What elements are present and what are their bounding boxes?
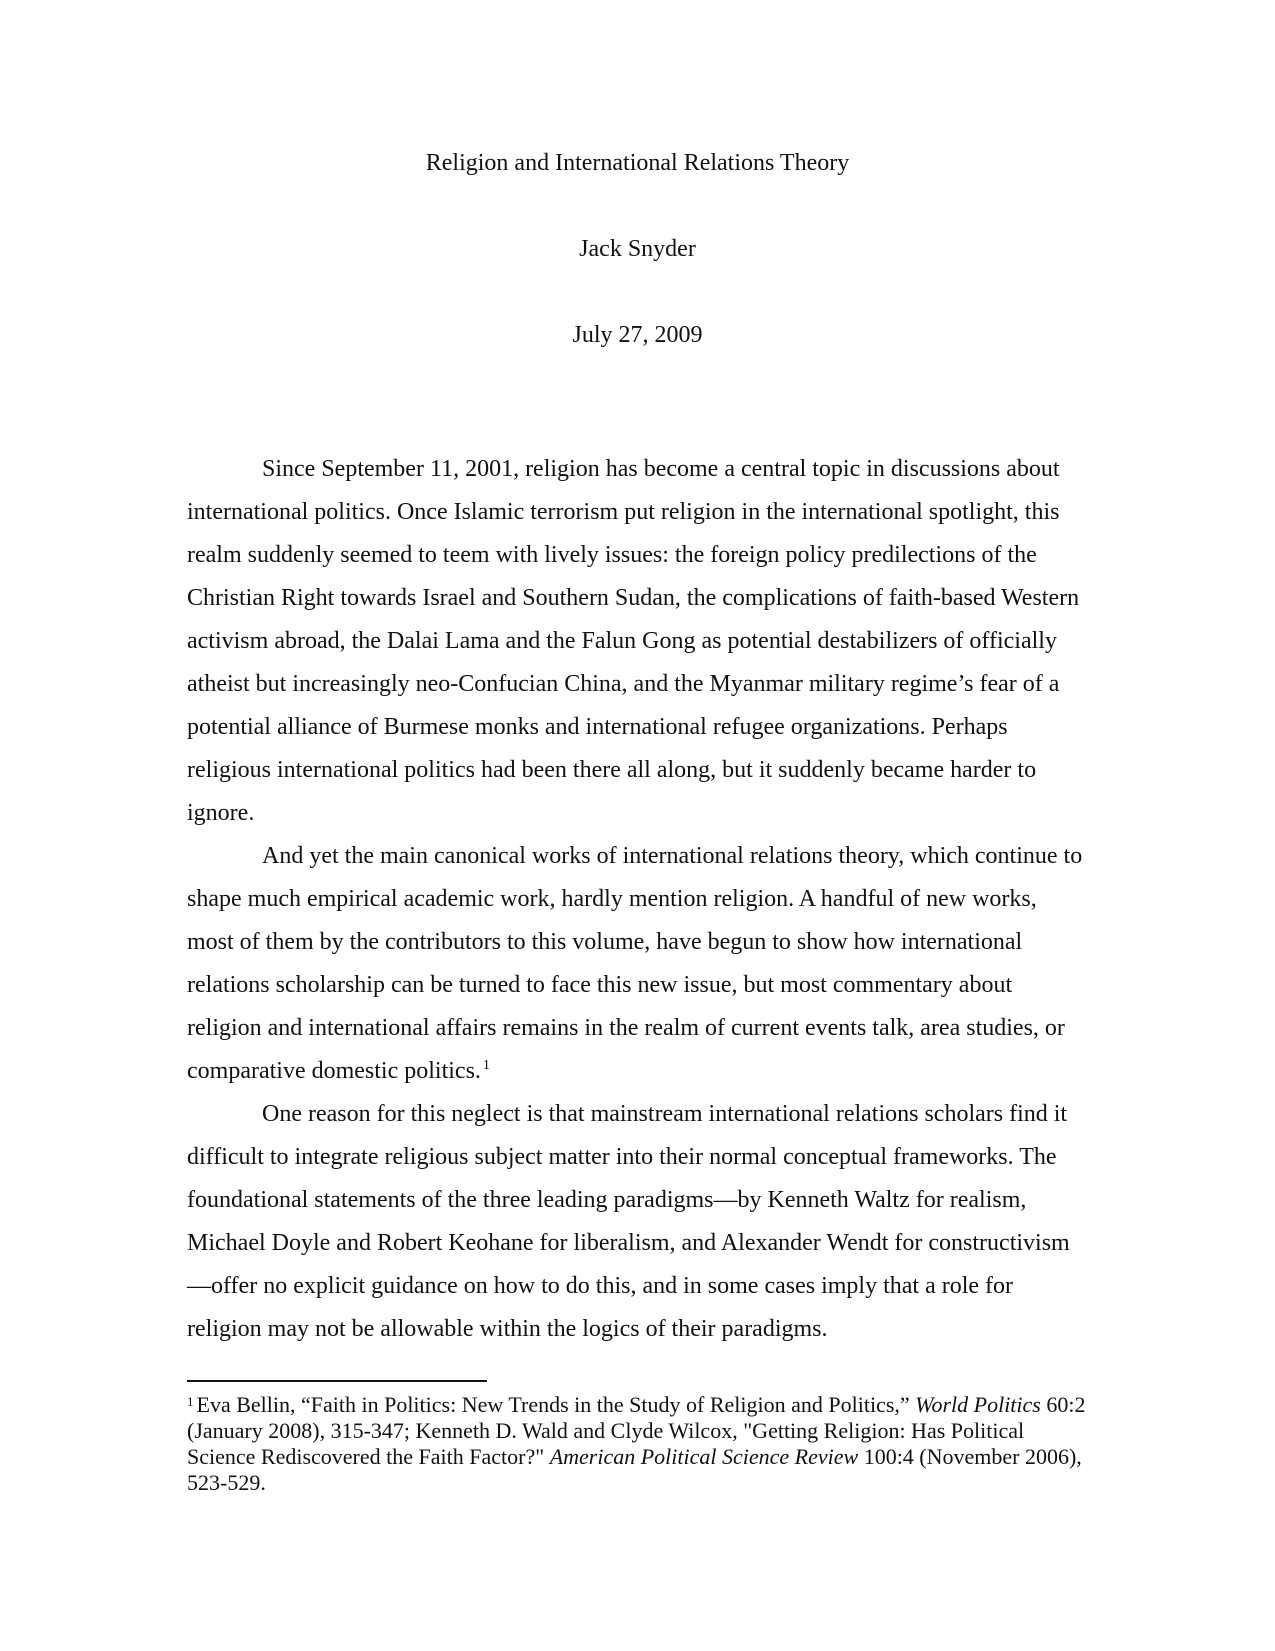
document-date: July 27, 2009: [572, 322, 703, 348]
footnote-journal-1: World Politics: [915, 1392, 1041, 1417]
paragraph-2: [187, 835, 1087, 1093]
footnote-number: 1: [187, 1394, 194, 1409]
paragraph-2-text: And yet the main canonical works of international relations theory, which continue to shape much empirical academic work, hardly mention religion. A handful of new works, most of them by the contributors to this volume, have begun to show how international relations scholarship can be turned to face this new issue, but most commentary about religion and international affairs remains in the realm of current events talk, area studies, or comparative domestic politics.: [187, 843, 1083, 1084]
document-title: Religion and International Relations Theory: [425, 150, 850, 176]
paragraph-3: One reason for this neglect is that mainstream international relations scholars find it difficult to integrate religious subject matter into their normal conceptual frameworks. The foundational statements of the three leading paradigms—by Kenneth Waltz for realism, Michael Doyle and Robert Keohane for liberalism, and Alexander Wendt for constructivism—offer no explicit guidance on how to do this, and in some cases imply that a role for religion may not be allowable within the logics of their paradigms.: [187, 1101, 1070, 1342]
paragraph-1: Since September 11, 2001, religion has become a central topic in discussions about international politics. Once Islamic terrorism put religion in the international spotlight, this realm suddenly seemed to teem with lively issues: the foreign policy predilections of the Christian Right towards Israel and Southern Sudan, the complications of faith-based Western activism abroad, the Dalai Lama and the Falun Gong as potential destabilizers of officially atheist but increasingly neo-Confucian China, and the Myanmar military regime’s fear of a potential alliance of Burmese monks and international refugee organizations. Perhaps religious international politics had been there all along, but it suddenly became harder to ignore.: [187, 456, 1080, 826]
footnote-text-part-2: 60:2 (January 2008), 315-347; Kenneth D. Wald and Clyde Wilcox, "Getting Religion: Has Political Science Rediscovered the Faith Factor?": [187, 1392, 1086, 1469]
document-author: Jack Snyder: [579, 236, 696, 262]
footnote-journal-2: American Political Science Review: [549, 1444, 859, 1469]
footnote-text-part-3: 100:4 (November 2006), 523-529.: [187, 1444, 1082, 1495]
footnote-text-part-1: Eva Bellin, “Faith in Politics: New Trends in the Study of Religion and Politics,”: [196, 1392, 916, 1417]
footnote-reference[interactable]: 1: [482, 1058, 490, 1073]
footnote-separator: [187, 1380, 487, 1382]
footnote: [187, 1392, 1087, 1496]
body-text: [187, 448, 1087, 1351]
